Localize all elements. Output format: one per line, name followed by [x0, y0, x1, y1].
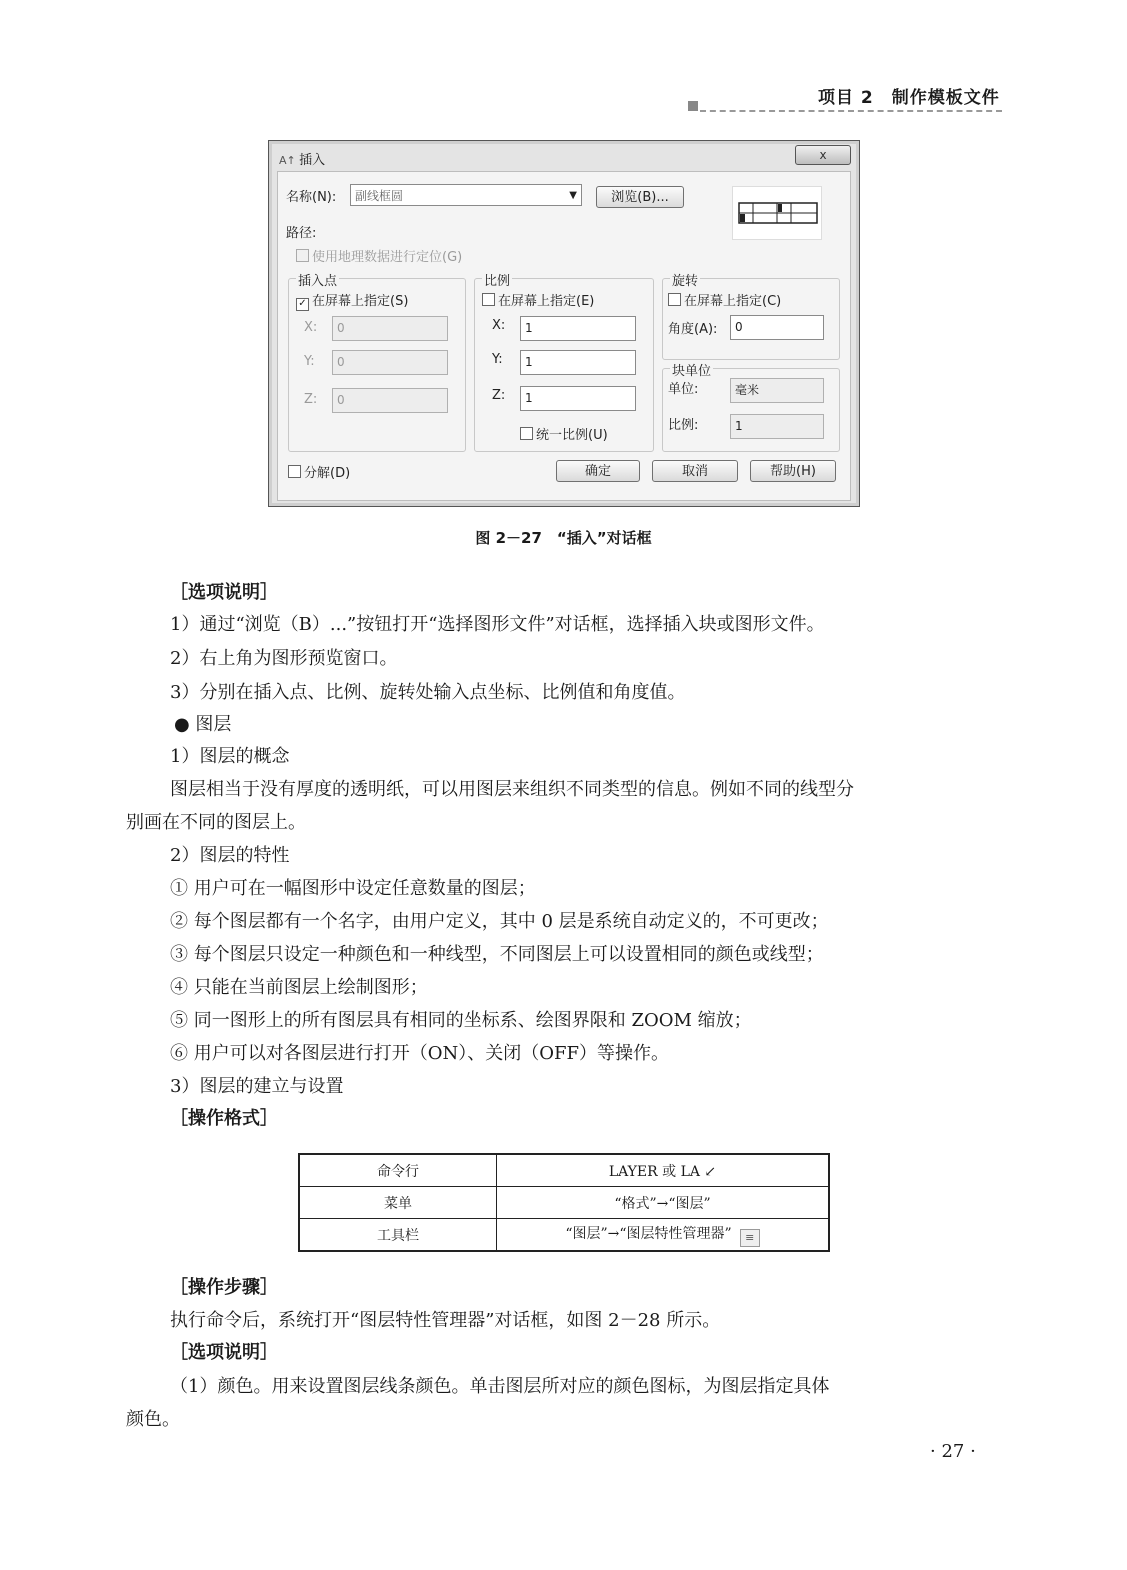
paragraph-line: 执行命令后，系统打开“图层特性管理器”对话框，如图 2－28 所示。	[170, 1310, 721, 1331]
paragraph-line: 图层相当于没有厚度的透明纸，可以用图层来组织不同类型的信息。例如不同的线型分	[170, 779, 854, 800]
scale-specify-box[interactable]	[482, 293, 495, 306]
unit-label: 单位:	[668, 382, 699, 397]
geo-label: 使用地理数据进行定位(G)	[312, 250, 463, 265]
paragraph-line: 2）右上角为图形预览窗口。	[170, 648, 398, 669]
help-button[interactable]: 帮助(H)	[750, 460, 836, 482]
figure-caption: 图 2－27 “插入”对话框	[475, 529, 652, 547]
insertion-specify-label: 在屏幕上指定(S)	[312, 294, 409, 309]
table-row	[299, 1219, 829, 1252]
block-unit-title: 块单位	[670, 360, 713, 379]
insertion-z-input[interactable]: 0	[332, 388, 448, 413]
list-item: ⑤ 同一图形上的所有图层具有相同的坐标系、绘图界限和 ZOOM 缩放；	[170, 1010, 752, 1031]
section-heading-format: ［操作格式］	[170, 1108, 278, 1129]
running-header: 项目 2 制作模板文件	[818, 88, 1000, 108]
scale-z-label: Z:	[492, 388, 506, 403]
scale-x-input[interactable]: 1	[520, 316, 636, 341]
paragraph-line: 颜色。	[126, 1409, 180, 1430]
table-cell-value: “格式”→“图层”	[497, 1187, 830, 1219]
chevron-down-icon[interactable]: ▼	[569, 190, 577, 201]
factor-label: 比例:	[668, 418, 699, 433]
paragraph-line: 1）图层的概念	[170, 746, 290, 767]
dialog-title: 插入	[299, 153, 326, 168]
table-row	[299, 1187, 829, 1219]
header-rule	[700, 110, 1002, 112]
insertion-y-input[interactable]: 0	[332, 350, 448, 375]
table-cell-value: “图层”→“图层特性管理器”	[565, 1225, 732, 1242]
section-heading-steps: ［操作步骤］	[170, 1277, 278, 1298]
header-marker	[688, 101, 698, 111]
section-heading-options-2: ［选项说明］	[170, 1342, 278, 1363]
geo-checkbox	[296, 246, 462, 265]
browse-button[interactable]: 浏览(B)...	[596, 186, 684, 208]
table-row	[299, 1154, 829, 1187]
geo-checkbox-box	[296, 249, 309, 262]
cancel-button[interactable]: 取消	[652, 460, 738, 482]
explode-label: 分解(D)	[304, 466, 351, 481]
layer-properties-icon: ≡	[740, 1229, 760, 1247]
insertion-x-label: X:	[304, 320, 318, 335]
paragraph-line: 2）图层的特性	[170, 845, 290, 866]
scale-y-label: Y:	[492, 352, 503, 367]
block-preview	[732, 186, 822, 240]
name-value: 副线框圆	[355, 189, 404, 203]
rotation-specify-checkbox[interactable]	[668, 290, 781, 309]
name-combobox[interactable]	[350, 184, 582, 206]
table-cell-label: 工具栏	[299, 1219, 497, 1252]
unit-value: 毫米	[730, 378, 824, 403]
scale-specify-checkbox[interactable]	[482, 290, 594, 309]
rotation-title: 旋转	[670, 270, 700, 289]
table-cell-value: LAYER 或 LA ↙	[497, 1154, 830, 1187]
path-label: 路径:	[286, 226, 317, 241]
list-item: ② 每个图层都有一个名字，由用户定义，其中 0 层是系统自动定义的，不可更改；	[170, 911, 829, 932]
insertion-point-title: 插入点	[296, 270, 339, 289]
ok-button[interactable]: 确定	[556, 460, 640, 482]
paragraph-line: （1）颜色。用来设置图层线条颜色。单击图层所对应的颜色图标，为图层指定具体	[170, 1376, 830, 1397]
autocad-app-icon: A↑	[279, 154, 296, 167]
table-cell-label: 菜单	[299, 1187, 497, 1219]
list-item: ③ 每个图层只设定一种颜色和一种线型，不同图层上可以设置相同的颜色或线型；	[170, 944, 824, 965]
angle-input[interactable]: 0	[730, 315, 824, 340]
list-item: ④ 只能在当前图层上绘制图形；	[170, 977, 428, 998]
operation-format-table	[298, 1153, 830, 1252]
rotation-specify-box[interactable]	[668, 293, 681, 306]
paragraph-line: 3）图层的建立与设置	[170, 1076, 344, 1097]
uniform-scale-box[interactable]	[520, 427, 533, 440]
scale-y-input[interactable]: 1	[520, 350, 636, 375]
explode-box[interactable]	[288, 465, 301, 478]
list-item: ① 用户可在一幅图形中设定任意数量的图层；	[170, 878, 536, 899]
insertion-y-label: Y:	[304, 354, 315, 369]
uniform-scale-checkbox[interactable]	[520, 424, 608, 443]
scale-x-label: X:	[492, 318, 506, 333]
page-number: · 27 ·	[930, 1441, 976, 1462]
table-cell-value-with-icon	[497, 1219, 830, 1252]
paragraph-line: 1）通过“浏览（B）...”按钮打开“选择图形文件”对话框，选择插入块或图形文件。	[170, 614, 825, 635]
preview-drawing	[733, 187, 821, 239]
angle-label: 角度(A):	[668, 322, 718, 337]
insert-dialog	[268, 140, 860, 507]
insertion-x-input[interactable]: 0	[332, 316, 448, 341]
table-cell-label: 命令行	[299, 1154, 497, 1187]
name-label: 名称(N):	[286, 190, 337, 205]
explode-checkbox[interactable]	[288, 462, 350, 481]
list-item: ⑥ 用户可以对各图层进行打开（ON）、关闭（OFF）等操作。	[170, 1043, 669, 1064]
rotation-specify-label: 在屏幕上指定(C)	[684, 294, 782, 309]
uniform-scale-label: 统一比例(U)	[536, 428, 608, 443]
check-icon[interactable]: ✓	[296, 298, 309, 311]
section-heading-options: ［选项说明］	[170, 582, 278, 603]
scale-z-input[interactable]: 1	[520, 386, 636, 411]
dialog-client	[277, 171, 851, 501]
scale-specify-label: 在屏幕上指定(E)	[498, 294, 595, 309]
insertion-specify-checkbox[interactable]	[296, 290, 408, 311]
scale-title: 比例	[482, 270, 512, 289]
factor-value: 1	[730, 414, 824, 439]
insertion-z-label: Z:	[304, 392, 318, 407]
bullet-heading: ● 图层	[174, 714, 232, 735]
paragraph-line: 别画在不同的图层上。	[126, 812, 306, 833]
paragraph-line: 3）分别在插入点、比例、旋转处输入点坐标、比例值和角度值。	[170, 682, 686, 703]
close-button[interactable]: x	[795, 145, 851, 165]
dialog-titlebar	[279, 149, 325, 168]
